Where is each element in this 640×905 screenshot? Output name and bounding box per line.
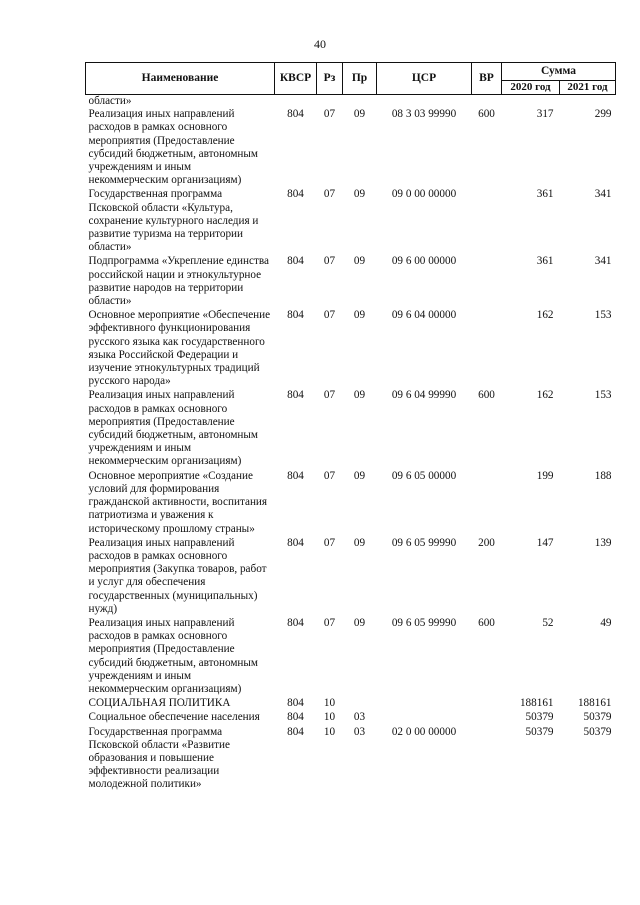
row-sum-2020: 147	[536, 536, 554, 549]
table-row	[86, 696, 616, 710]
row-kvsr: 804	[287, 725, 304, 738]
header-2020: 2020 год	[502, 81, 560, 95]
row-csr: 09 0 00 00000	[391, 188, 457, 201]
row-vr	[472, 254, 502, 308]
row-pr: 03	[353, 725, 366, 738]
row-rz: 07	[323, 389, 336, 402]
row-pr: 09	[353, 616, 366, 629]
row-sum-2021: 188161	[577, 697, 612, 710]
table-row	[86, 469, 616, 536]
row-pr: 09	[353, 469, 366, 482]
row-vr: 200	[478, 536, 495, 549]
row-kvsr: 804	[287, 108, 304, 121]
table-row	[86, 616, 616, 696]
row-name: Реализация иных направлений расходов в рамках основного мероприятия (Предоставление субсидий бюджетным, автономным учреждениям и иным некоммерческим организациям)	[88, 389, 258, 468]
table-header	[86, 63, 616, 95]
row-sum-2021: 49	[600, 616, 612, 629]
row-pr: 03	[353, 711, 366, 724]
row-pr: 09	[353, 255, 366, 268]
table-row	[86, 187, 616, 254]
row-rz: 07	[323, 108, 336, 121]
row-kvsr: 804	[287, 697, 304, 710]
header-pr: Пр	[343, 63, 377, 95]
row-rz: 07	[323, 188, 336, 201]
row-vr	[472, 696, 502, 710]
row-sum-2021: 50379	[583, 711, 612, 724]
table-row	[86, 710, 616, 724]
table-row	[86, 388, 616, 468]
row-pr	[343, 696, 377, 710]
row-csr: 09 6 04 00000	[391, 309, 457, 322]
row-vr	[472, 710, 502, 724]
header-rz: Рз	[317, 63, 343, 95]
row-name: Основное мероприятие «Создание условий для формирования гражданской активности, воспитания патриотизма и уважения к историческому прошлому страны»	[88, 469, 268, 535]
row-kvsr: 804	[287, 188, 304, 201]
row-csr: 08 3 03 99990	[391, 108, 457, 121]
header-kvsr: КВСР	[275, 63, 317, 95]
table-row	[86, 536, 616, 616]
row-pr: 09	[353, 188, 366, 201]
row-csr: 09 6 00 00000	[391, 255, 457, 268]
header-2021: 2021 год	[560, 81, 616, 95]
row-rz: 07	[323, 469, 336, 482]
row-pr: 09	[353, 309, 366, 322]
row-name: Реализация иных направлений расходов в рамках основного мероприятия (Закупка товаров, работ и услуг для обеспечения государственных (муниципальных) нужд)	[88, 536, 267, 615]
row-vr: 600	[478, 389, 495, 402]
header-name: Наименование	[86, 63, 275, 95]
header-sum: Сумма	[502, 63, 616, 81]
row-sum-2021: 153	[594, 389, 612, 402]
continuation-row	[86, 95, 616, 108]
row-kvsr: 804	[287, 389, 304, 402]
table-row	[86, 107, 616, 187]
row-rz: 10	[323, 697, 336, 710]
row-name: Реализация иных направлений расходов в рамках основного мероприятия (Предоставление субсидий бюджетным, автономным учреждениям и иным некоммерческим организациям)	[88, 616, 258, 695]
row-sum-2020: 317	[536, 108, 554, 121]
row-rz: 07	[323, 255, 336, 268]
row-rz: 10	[323, 725, 336, 738]
row-sum-2020: 50379	[525, 711, 554, 724]
row-sum-2021: 153	[594, 309, 612, 322]
table-row	[86, 725, 616, 792]
row-pr: 09	[353, 536, 366, 549]
row-csr: 09 6 05 00000	[391, 469, 457, 482]
row-csr	[377, 710, 472, 724]
row-sum-2020: 52	[542, 616, 554, 629]
row-vr: 600	[478, 108, 495, 121]
row-csr: 09 6 05 99990	[391, 616, 457, 629]
row-name: Социальное обеспечение населения	[88, 711, 260, 724]
row-kvsr: 804	[287, 616, 304, 629]
row-name: Государственная программа Псковской области «Развитие образования и повышение эффективности реализации молодежной политики»	[88, 725, 230, 791]
row-vr	[472, 469, 502, 536]
row-kvsr: 804	[287, 536, 304, 549]
row-csr: 02 0 00 00000	[391, 725, 457, 738]
row-kvsr: 804	[287, 309, 304, 322]
row-csr: 09 6 04 99990	[391, 389, 457, 402]
row-sum-2021: 299	[594, 108, 612, 121]
page-number: 40	[314, 37, 326, 51]
row-name: Реализация иных направлений расходов в рамках основного мероприятия (Предоставление субсидий бюджетным, автономным учреждениям и иным некоммерческим организациям)	[88, 108, 258, 187]
table-row	[86, 254, 616, 308]
continuation-text: области»	[88, 95, 132, 108]
row-name: СОЦИАЛЬНАЯ ПОЛИТИКА	[88, 697, 231, 710]
header-vr: ВР	[472, 63, 502, 95]
row-kvsr: 804	[287, 469, 304, 482]
row-rz: 10	[323, 711, 336, 724]
row-name: Подпрограмма «Укрепление единства российской нации и этнокультурное развитие народов на территории области»	[88, 255, 269, 308]
row-sum-2020: 188161	[519, 697, 554, 710]
row-rz: 07	[323, 309, 336, 322]
row-sum-2021: 188	[594, 469, 612, 482]
row-sum-2021: 139	[594, 536, 612, 549]
row-sum-2020: 361	[536, 255, 554, 268]
row-name: Государственная программа Псковской области «Культура, сохранение культурного наследия и развитие туризма на территории области»	[88, 188, 259, 254]
row-sum-2020: 162	[536, 309, 554, 322]
row-sum-2021: 341	[594, 188, 612, 201]
row-sum-2021: 50379	[583, 725, 612, 738]
row-pr: 09	[353, 389, 366, 402]
row-pr: 09	[353, 108, 366, 121]
row-rz: 07	[323, 536, 336, 549]
row-sum-2020: 361	[536, 188, 554, 201]
row-vr	[472, 187, 502, 254]
row-csr	[377, 696, 472, 710]
table-body	[86, 95, 616, 792]
table-row	[86, 308, 616, 388]
budget-table	[85, 62, 616, 792]
row-name: Основное мероприятие «Обеспечение эффективного функционирования русского языка как государственного языка Российской Федерации и изучение этнокультурных традиций русского народа»	[88, 309, 271, 388]
row-csr: 09 6 05 99990	[391, 536, 457, 549]
row-vr: 600	[478, 616, 495, 629]
row-sum-2020: 199	[536, 469, 554, 482]
row-vr	[472, 308, 502, 388]
row-vr	[472, 725, 502, 792]
row-sum-2020: 162	[536, 389, 554, 402]
row-sum-2020: 50379	[525, 725, 554, 738]
row-kvsr: 804	[287, 255, 304, 268]
row-kvsr: 804	[287, 711, 304, 724]
header-csr: ЦСР	[377, 63, 472, 95]
row-rz: 07	[323, 616, 336, 629]
row-sum-2021: 341	[594, 255, 612, 268]
